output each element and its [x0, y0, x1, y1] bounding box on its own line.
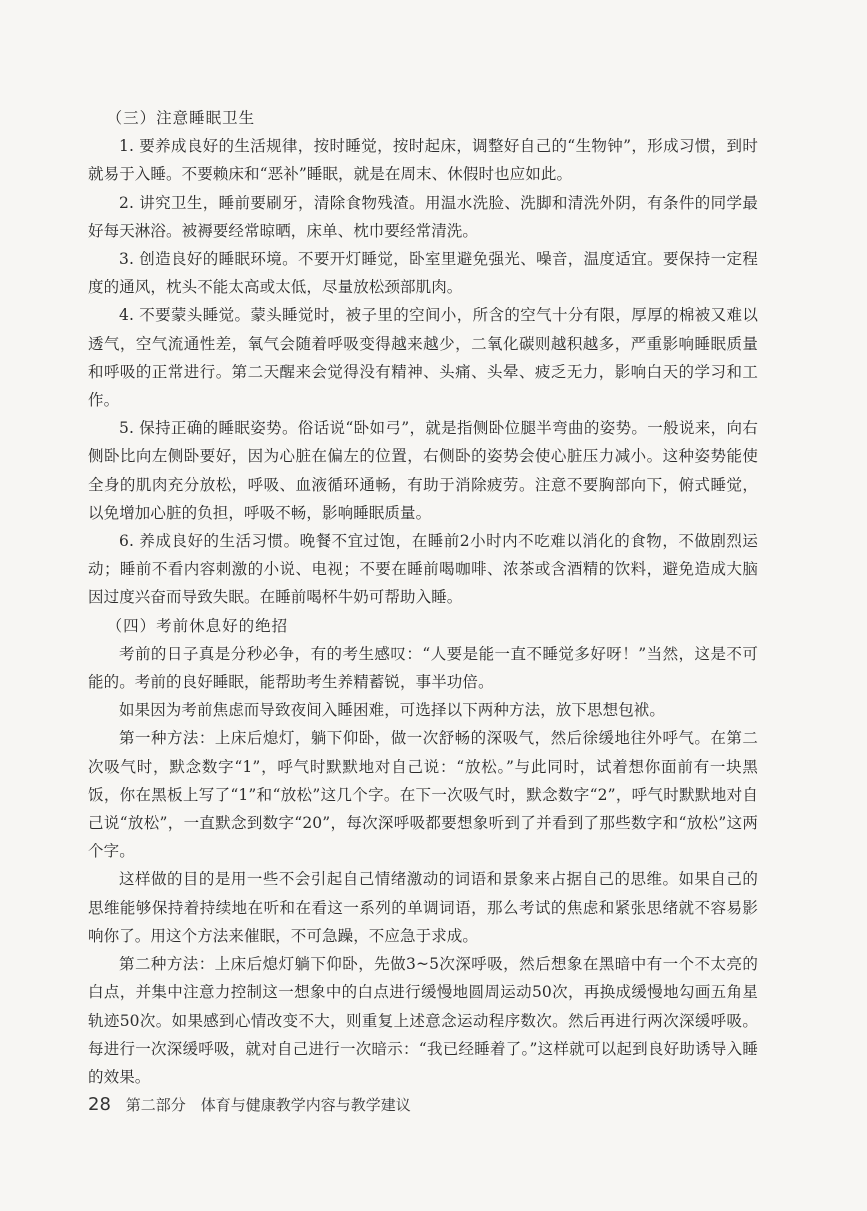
- paragraph: 如果因为考前焦虑而导致夜间入睡困难，可选择以下两种方法，放下思想包袱。: [119, 701, 666, 720]
- section-heading-exam-rest: （四）考前休息好的绝招: [106, 616, 289, 635]
- paragraph: 4. 不要蒙头睡觉。蒙头睡觉时，被子里的空间小，所含的空气十分有限，厚厚的棉被又难以透气，空气流通性差，氧气会随着呼吸变得越来越少，二氧化碳则越积越多，严重影响睡眠质量和呼吸的正常进行。第二天醒来会觉得没有精神、头痛、头晕、疲乏无力，影响白天的学习和工作。: [88, 306, 758, 410]
- section-heading-sleep-hygiene: （三）注意睡眠卫生: [106, 109, 256, 127]
- paragraph: 第一种方法：上床后熄灯，躺下仰卧，做一次舒畅的深吸气，然后徐缓地往外呼气。在第二次吸气时，默念数字“1”，呼气时默默地对自己说：“放松。”与此同时，试着想你面前有一块黑饭，你在黑板上写了“1”和“放松”这几个字。在下一次吸气时，默念数字“2”，呼气时默默地对自己说“放松”，一直默念到数字“20”，每次深呼吸都要想象听到了并看到了那些数字和“放松”这两个字。: [88, 729, 758, 861]
- paragraph: 第二种方法：上床后熄灯躺下仰卧，先做3~5次深呼吸，然后想象在黑暗中有一个不太亮的白点，并集中注意力控制这一想象中的白点进行缓慢地圆周运动50次，再换成缓慢地勾画五角星轨迹50次。如果感到心情改变不大，则重复上述意念运动程序数次。然后再进行两次深缓呼吸。每进行一次深缓呼吸，就对自己进行一次暗示：“我已经睡着了。”这样就可以起到良好助诱导入睡的效果。: [88, 955, 758, 1086]
- paragraph: 6. 养成良好的生活习惯。晚餐不宜过饱，在睡前2小时内不吃难以消化的食物，不做剧烈运动；睡前不看内容刺激的小说、电视；不要在睡前喝咖啡、浓茶或含酒精的饮料，避免造成大脑因过度兴奋而导致失眠。在睡前喝杯牛奶可帮助入睡。: [88, 532, 758, 607]
- page-footer: [88, 1094, 411, 1115]
- paragraph: 这样做的目的是用一些不会引起自己情绪激动的词语和景象来占据自己的思维。如果自己的思维能够保持着持续地在听和在看这一系列的单调词语，那么考试的焦虑和紧张思绪就不容易影响你了。用这个方法来催眠，不可急躁，不应急于求成。: [88, 870, 758, 945]
- running-title: 第二部分 体育与健康教学内容与教学建议: [125, 1096, 411, 1114]
- paragraph: 3. 创造良好的睡眠环境。不要开灯睡觉，卧室里避免强光、噪音，温度适宜。要保持一定程度的通风，枕头不能太高或太低，尽量放松颈部肌肉。: [88, 250, 758, 297]
- paragraph: 考前的日子真是分秒必争，有的考生感叹：“人要是能一直不睡觉多好呀！”当然，这是不可能的。考前的良好睡眠，能帮助考生养精蓄锐，事半功倍。: [88, 644, 758, 692]
- paragraph: 2. 讲究卫生，睡前要刷牙，清除食物残渣。用温水洗脸、洗脚和清洗外阴，有条件的同学最好每天淋浴。被褥要经常晾晒，床单、枕巾要经常清洗。: [88, 193, 758, 240]
- paragraph: 5. 保持正确的睡眠姿势。俗话说“卧如弓”，就是指侧卧位腿半弯曲的姿势。一般说来，向右侧卧比向左侧卧要好，因为心脏在偏左的位置，右侧卧的姿势会使心脏压力减小。这种姿势能使全身的肌肉充分放松，呼吸、血液循环通畅，有助于消除疲劳。注意不要胸部向下，俯式睡觉，以免增加心脏的负担，呼吸不畅，影响睡眠质量。: [88, 419, 758, 522]
- paragraph: 1. 要养成良好的生活规律，按时睡觉，按时起床，调整好自己的“生物钟”，形成习惯，到时就易于入睡。不要赖床和“恶补”睡眠，就是在周末、休假时也应如此。: [88, 137, 758, 184]
- page-number: 28: [88, 1094, 111, 1115]
- page-body: [88, 104, 758, 1091]
